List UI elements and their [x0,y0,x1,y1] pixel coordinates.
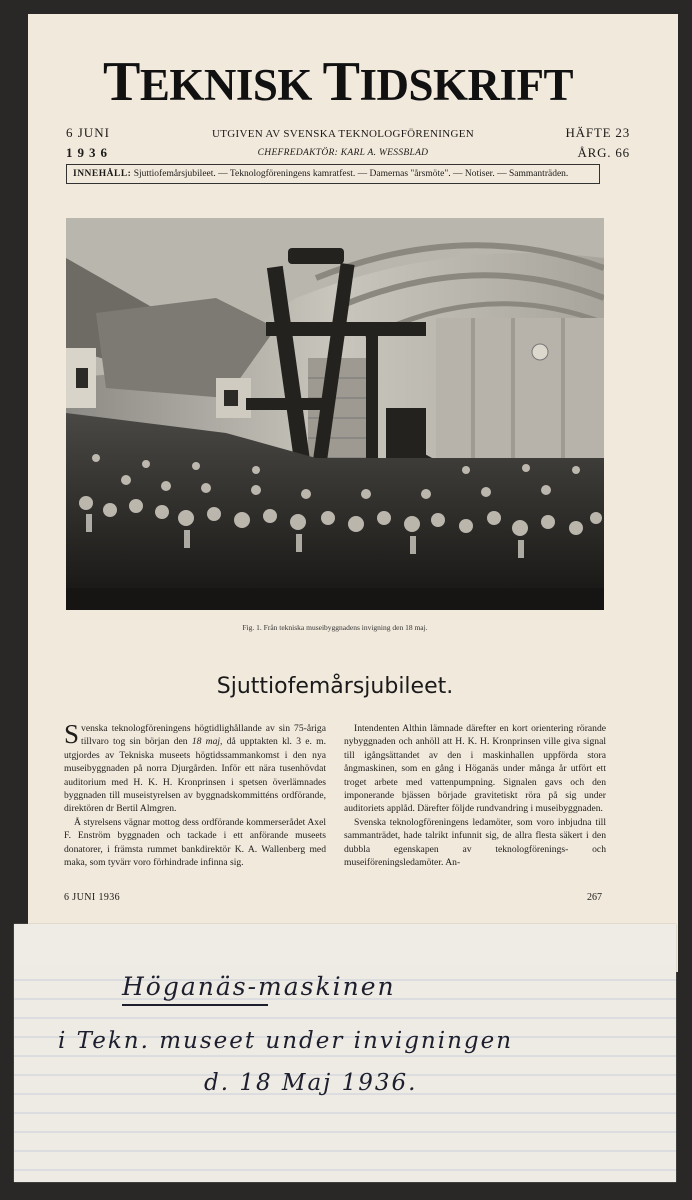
masthead-title [68,51,608,113]
publisher-block [188,125,498,163]
note-line-1: Höganäs-maskinen [122,972,396,1001]
title-letter: T [102,51,140,113]
paragraph-text: venska teknologföreningens högtidlighållande av sin 75-åriga tillvaro tog sin början den [81,723,326,748]
title-letter: T [322,51,360,113]
article-column-right [344,722,606,869]
footer-date: 6 JUNI 1936 [64,892,121,903]
paragraph [64,719,327,816]
inauguration-photo [66,218,604,610]
photo-caption: Fig. 1. Från tekniska museibyggnadens invigning den 18 maj. [242,623,428,632]
emphasis-date: 18 maj, [191,736,223,748]
paragraph: Intendenten Althin lämnade därefter en kort orientering rörande nybyggnaden och anhöll att H. K. H. Kronprinsen ville giva signal till igångsättandet av den i maskinhallen uppförda stora ångmaskinen, som en gång i Höganäs under många år utfört ett troget arbete med vattenpumpning. Signalen gavs och den imponerande bjässen började gravitetiskt röra på sig under auditoriets applåd. Därefter följde rundvandring i museibyggnaden. [344,723,606,815]
issue-number: HÄFTE 23 [565,125,630,140]
title-word-2: IDSKRIFT [359,60,574,110]
note-line-2: i Tekn. museet under invigningen [58,1028,514,1054]
paragraph: Å styrelsens vägnar mottog dess ordförande kommerserådet Axel F. Enström byggnaden och tackade i ett anförande museets donatorer, i främsta rummet bankdirektör K. A. Wallenberg med maka, som tyvärr voro förhindrade infinna sig. [64,816,326,869]
contents-label: INNEHÅLL: [73,169,132,179]
editor-line: CHEFREDAKTÖR: KARL A. WESSBLAD [257,148,429,158]
publisher-line: UTGIVEN AV SVENSKA TEKNOLOGFÖRENINGEN [212,128,474,140]
note-line-3: d. 18 Maj 1936. [204,1070,418,1096]
article-column-left [64,719,327,869]
page-number: 267 [587,892,602,903]
issue-date: 6 JUNI [66,125,110,140]
card-top-band [14,924,676,964]
handwritten-note-card [14,924,676,1182]
issue-year: 1936 [66,145,112,160]
contents-text: Sjuttiofemårsjubileet. — Teknologföreningens kamratfest. — Damernas "årsmöte". — Notiser. — Sammanträden. [133,169,569,179]
contents-box [66,164,600,184]
issue-number-block [565,123,630,163]
volume-number: ÅRG. 66 [577,145,630,160]
issue-date-block [66,123,112,163]
paragraph: Svenska teknologföreningens ledamöter, som voro inbjudna till sammanträdet, hade talrikt infunnit sig, de allra flesta säkert i den dubbla egenskapen av teknologförenings- och museiföreningsledamöter. An- [344,816,606,869]
drop-cap: S [64,719,80,749]
paragraph-text: då upptakten kl. 3 e. m. utgjordes av Tekniska museets högtidssammankomst i den nya museibyggnaden på norra Djurgården. Inför ett nära tusenhövdat auditorium med H. K. H. Kronprinsen i spetsen överlämnades byggnaden till museistyrelsen av byggnadskommitténs ordförande, direktören dr Bertil Almgren. [64,736,327,815]
note-underline [122,1004,268,1006]
title-word-1: EKNISK [139,60,323,110]
journal-page [28,14,678,972]
article-title: Sjuttiofemårsjubileet. [216,674,454,699]
